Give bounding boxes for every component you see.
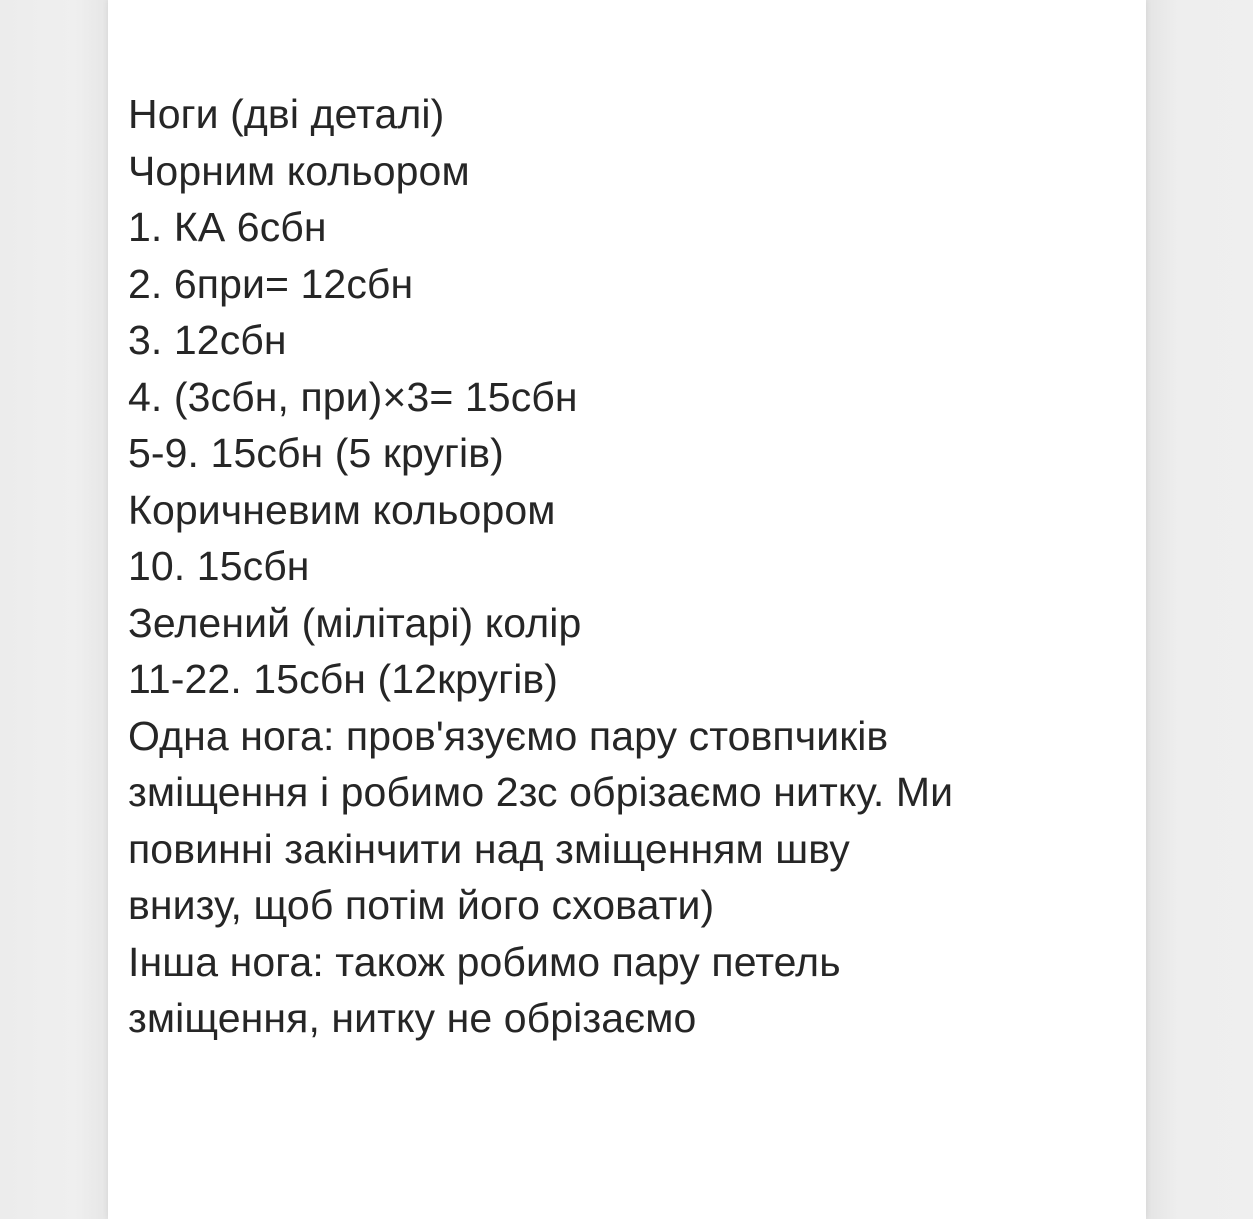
text-line: 1. КА 6сбн: [128, 204, 327, 250]
text-line: Чорним кольором: [128, 147, 470, 194]
text-line: Інша нога: також робимо пару петель: [128, 938, 841, 985]
document-page: [108, 0, 1146, 1219]
text-line: 5-9. 15сбн (5 кругів): [128, 430, 504, 476]
text-line: Одна нога: пров'язуємо пару стовпчиків: [128, 712, 889, 759]
text-line: зміщення, нитку не обрізаємо: [128, 995, 697, 1041]
text-line: Зелений (мілітарі) колір: [128, 599, 582, 646]
backdrop-left: [0, 0, 108, 1219]
text-line: Коричневим кольором: [128, 486, 556, 533]
backdrop-right: [1146, 0, 1253, 1219]
text-line: зміщення і робимо 2зс обрізаємо нитку. Ми: [128, 769, 954, 815]
text-line: 2. 6при= 12сбн: [128, 260, 414, 307]
text-line: внизу, щоб потім його сховати): [128, 882, 715, 928]
document-text: [128, 86, 1128, 1047]
text-line: 4. (3сбн, при)×3= 15сбн: [128, 373, 578, 420]
text-line: 3. 12сбн: [128, 317, 287, 363]
text-line: 11-22. 15сбн (12кругів): [128, 656, 559, 702]
text-line: Ноги (дві деталі): [128, 91, 445, 137]
text-line: 10. 15сбн: [128, 543, 310, 589]
text-line: повинні закінчити над зміщенням шву: [128, 825, 850, 872]
